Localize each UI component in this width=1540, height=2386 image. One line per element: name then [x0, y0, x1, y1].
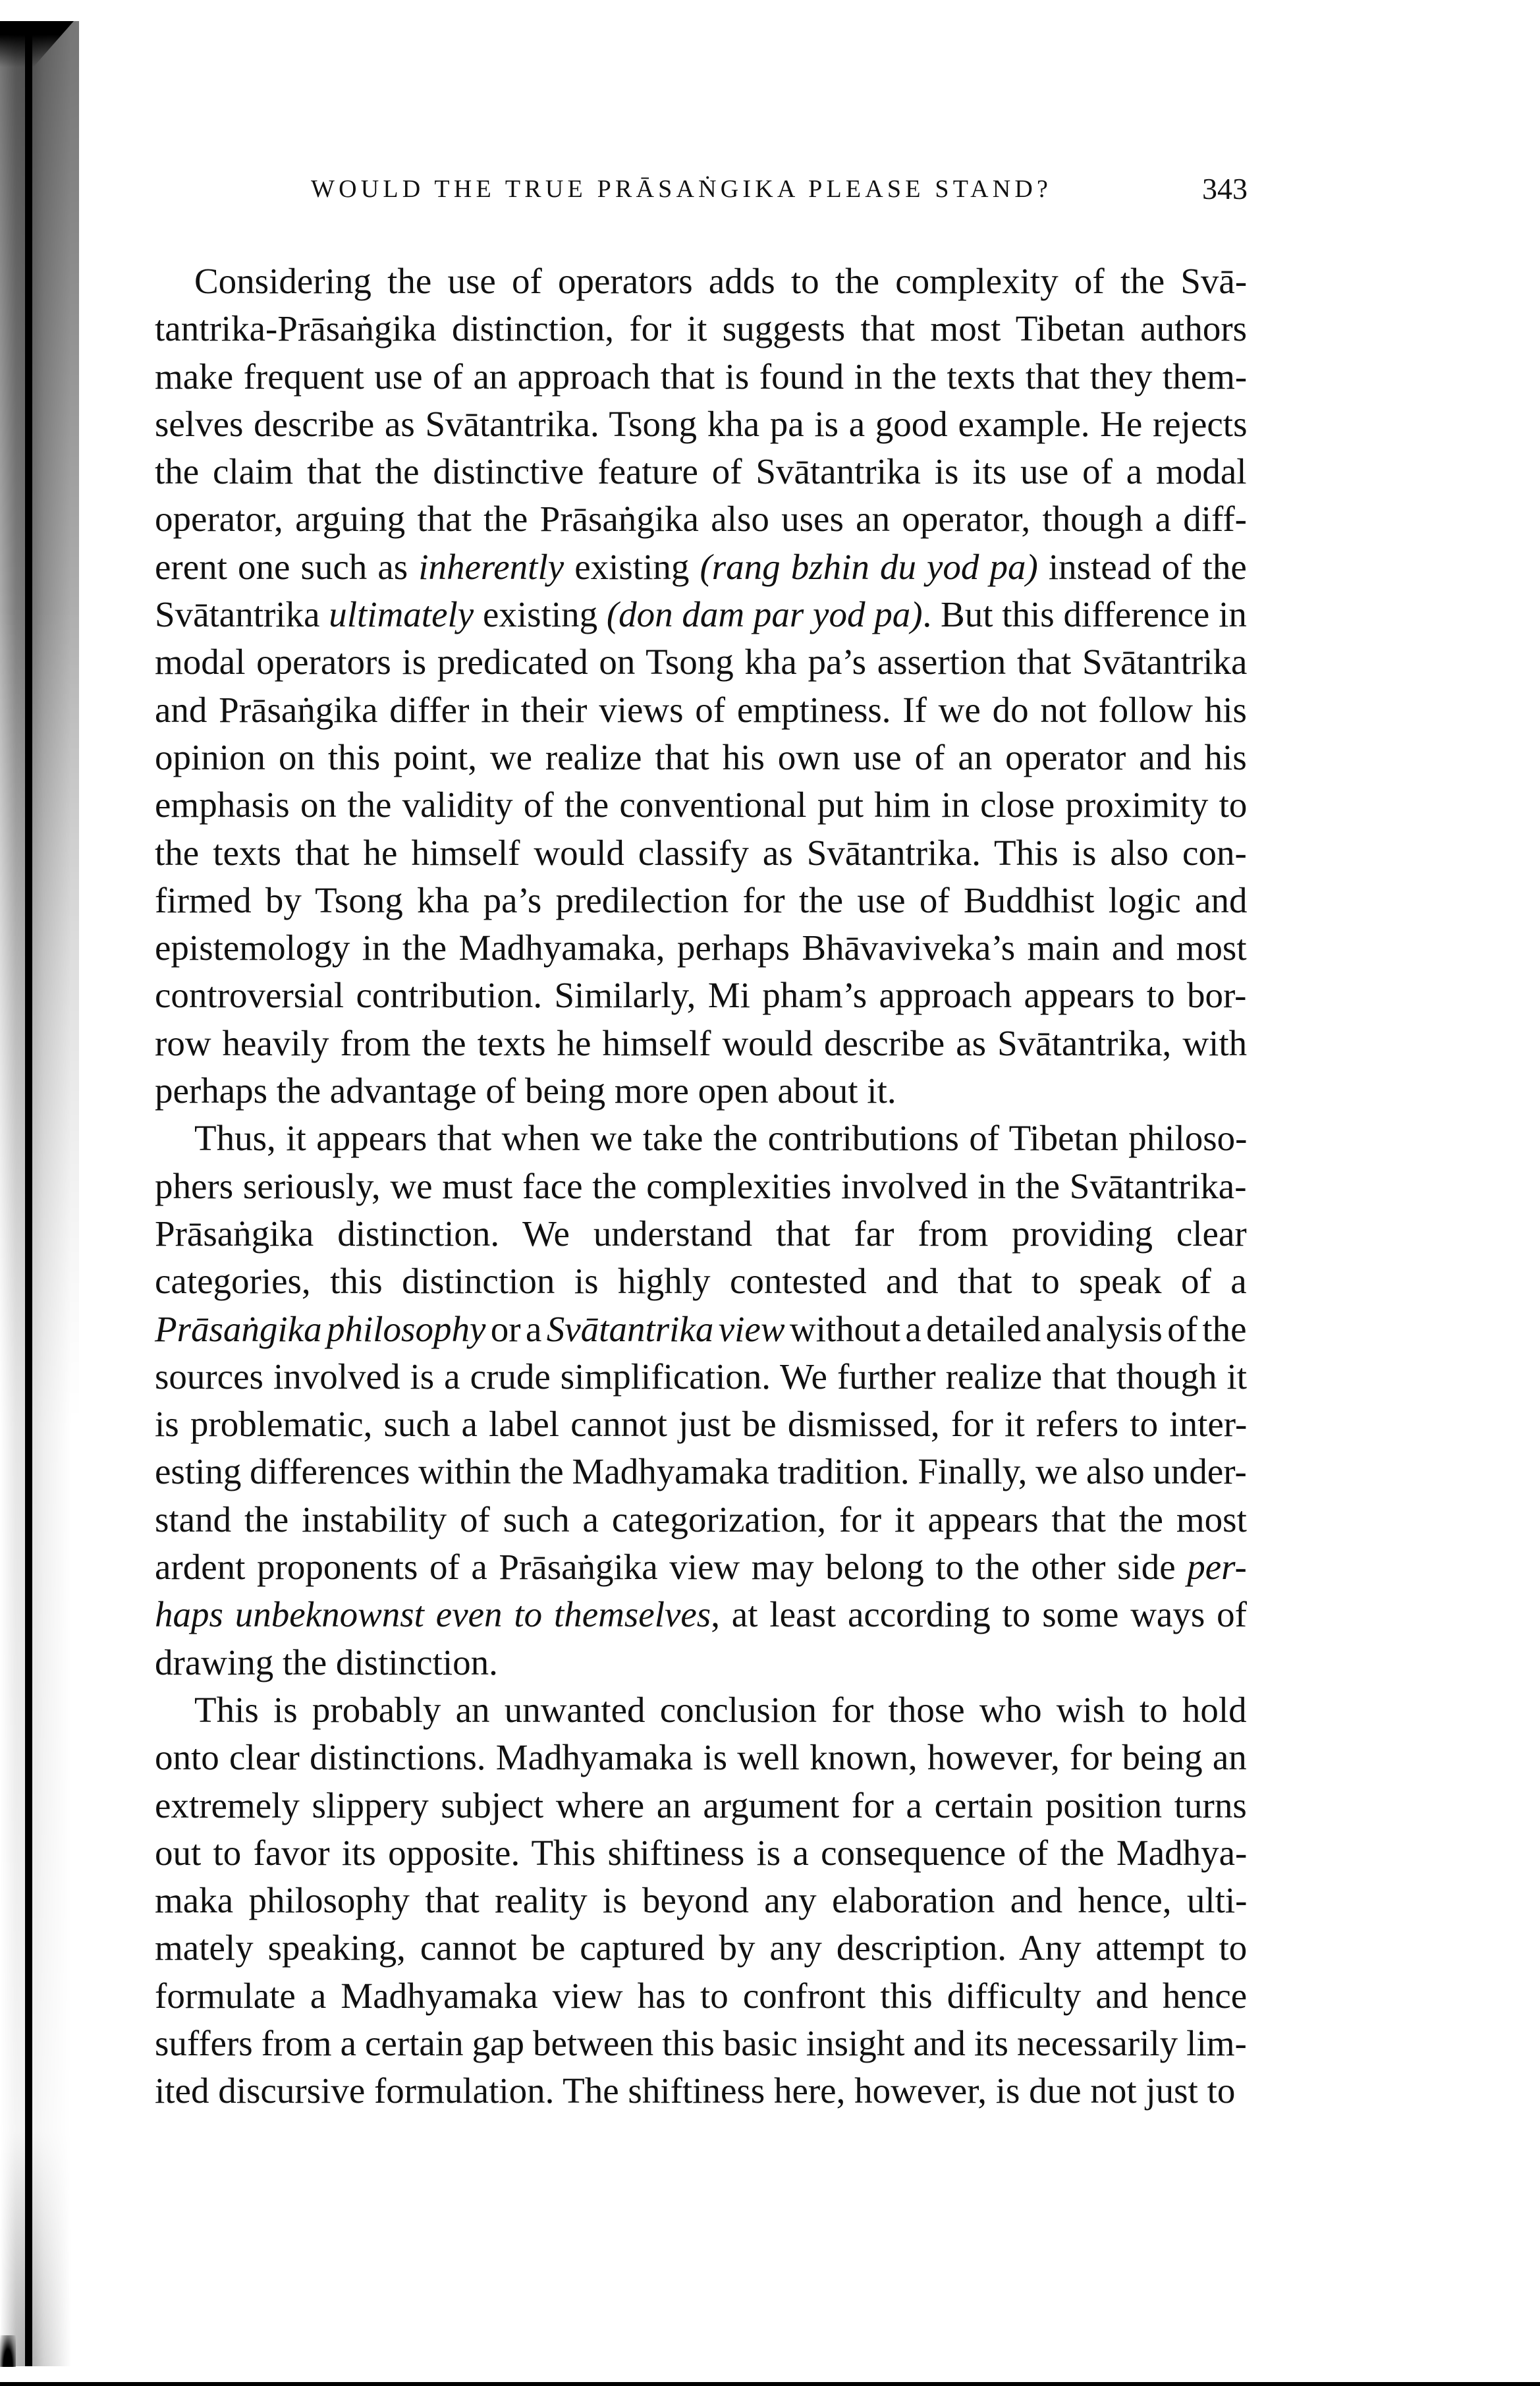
text-line — [155, 1543, 1247, 1591]
text-line — [155, 1353, 1247, 1401]
text-line — [155, 1877, 1247, 1924]
text-segment: firmed by Tsong kha pa’s predilection for the use of Buddhist logic and — [155, 879, 1248, 920]
text-line — [155, 1448, 1247, 1495]
text-segment: This is probably an unwanted conclusion for those who wish to hold — [194, 1689, 1247, 1730]
text-segment: Svātantrika — [155, 594, 329, 635]
text-segment: make frequent use of an approach that is found in the texts that they them- — [155, 356, 1248, 397]
text-line — [155, 1734, 1247, 1781]
text-segment: existing — [564, 546, 700, 587]
scan-bottom-border — [0, 2382, 1540, 2386]
text-line — [155, 591, 1247, 638]
text-line — [155, 1591, 1247, 1638]
text-segment: onto clear distinctions. Madhyamaka is well known, however, for being an — [155, 1737, 1247, 1778]
text-segment: suffers from a certain gap between this basic insight and its necessarily lim- — [155, 2022, 1247, 2063]
italic-text: inherently — [418, 546, 564, 587]
text-line — [155, 734, 1247, 781]
text-segment: opinion on this point, we realize that his own use of an operator and his — [155, 736, 1247, 777]
text-line — [155, 829, 1247, 877]
text-segment: out to favor its opposite. This shiftiness is a consequence of the Madhya- — [155, 1832, 1248, 1873]
text-line — [155, 2020, 1247, 2067]
text-line — [155, 1639, 1247, 1686]
text-segment: erent one such as — [155, 546, 419, 587]
text-line — [155, 1972, 1247, 2020]
text-line — [155, 353, 1247, 401]
text-segment: is problematic, such a label cannot just be dismissed, for it refers to inter- — [155, 1404, 1248, 1445]
text-line — [155, 1782, 1247, 1829]
text-segment: drawing the distinction. — [155, 1642, 498, 1682]
text-segment: operator, arguing that the Prāsaṅgika also uses an operator, though a diff- — [155, 499, 1247, 540]
text-line — [155, 305, 1247, 352]
text-line — [155, 1924, 1247, 1972]
text-line — [155, 1306, 1247, 1353]
text-segment: perhaps the advantage of being more open about it. — [155, 1070, 896, 1111]
text-line — [155, 2067, 1247, 2115]
text-line — [155, 686, 1247, 734]
text-segment: existing — [474, 594, 607, 635]
text-segment: without a detailed analysis of the — [784, 1308, 1247, 1349]
text-line — [155, 1115, 1247, 1162]
text-line — [155, 1401, 1247, 1448]
italic-text: (rang bzhin du yod pa) — [700, 546, 1038, 587]
text-line — [155, 1163, 1247, 1210]
binding-edge-bar — [25, 21, 32, 2366]
text-segment: modal operators is predicated on Tsong kha pa’s assertion that Svātantrika — [155, 642, 1248, 682]
text-segment: sources involved is a crude simplification. We further realize that though it — [155, 1356, 1248, 1397]
text-line — [155, 1020, 1247, 1067]
text-segment: . But this difference in — [922, 594, 1247, 635]
text-segment: ited discursive formulation. The shiftiness here, however, is due not just to — [155, 2070, 1236, 2111]
text-segment: Thus, it appears that when we take the contributions of Tibetan philoso- — [194, 1118, 1248, 1159]
paragraph — [155, 1686, 1247, 2115]
text-line — [155, 448, 1247, 495]
text-segment: extremely slippery subject where an argument for a certain position turns — [155, 1785, 1247, 1825]
text-segment: Considering the use of operators adds to the complexity of the Svā- — [194, 261, 1248, 301]
text-line — [155, 781, 1247, 829]
text-segment: tantrika-Prāsaṅgika distinction, for it suggests that most Tibetan authors — [155, 308, 1248, 349]
text-segment: row heavily from the texts he himself would describe as Svātantrika, with — [155, 1022, 1248, 1063]
text-line — [155, 877, 1247, 924]
running-head-title: WOULD THE TRUE PRĀSAṄGIKA PLEASE STAND? — [311, 175, 1053, 203]
binding-shadow-gradient — [0, 21, 79, 2366]
text-segment: ardent proponents of a Prāsaṅgika view may belong to the other side — [155, 1547, 1188, 1588]
text-line — [155, 924, 1247, 972]
text-segment: mately speaking, cannot be captured by any description. Any attempt to — [155, 1928, 1248, 1968]
text-segment: Prāsaṅgika distinction. We understand that far from providing clear — [155, 1213, 1247, 1254]
text-segment: emphasis on the validity of the conventional put him in close proximity to — [155, 785, 1248, 825]
running-head — [311, 173, 1246, 206]
text-line — [155, 258, 1247, 305]
text-line — [155, 1210, 1247, 1258]
text-line — [155, 1258, 1247, 1305]
text-segment: controversial contribution. Similarly, Mi pham’s approach appears to bor- — [155, 975, 1247, 1016]
text-line — [155, 1686, 1247, 1734]
italic-text: ultimately — [329, 594, 474, 635]
text-segment: the texts that he himself would classify as Svātantrika. This is also con- — [155, 832, 1247, 873]
text-segment: stand the instability of such a categorization, for it appears that the most — [155, 1499, 1247, 1540]
paragraph — [155, 258, 1247, 1115]
italic-text: (don dam par yod pa) — [606, 594, 923, 635]
text-segment: or a — [485, 1308, 547, 1349]
text-line — [155, 1496, 1247, 1543]
text-segment: formulate a Madhyamaka view has to confront this difficulty and hence — [155, 1975, 1248, 2016]
text-segment: esting differences within the Madhyamaka tradition. Finally, we also under- — [155, 1451, 1247, 1492]
text-segment: , at least according to some ways of — [711, 1594, 1247, 1635]
text-segment: epistemology in the Madhyamaka, perhaps Bhāvaviveka’s main and most — [155, 928, 1247, 968]
text-segment: maka philosophy that reality is beyond any elaboration and hence, ulti- — [155, 1880, 1248, 1921]
text-segment: phers seriously, we must face the complexities involved in the Svātantrika- — [155, 1165, 1247, 1206]
text-line — [155, 401, 1247, 448]
italic-text: Svātantrika view — [546, 1308, 785, 1349]
page-number: 343 — [1202, 172, 1248, 206]
text-line — [155, 495, 1247, 543]
text-segment: the claim that the distinctive feature of Svātantrika is its use of a modal — [155, 451, 1247, 492]
text-line — [155, 1829, 1247, 1877]
text-segment: and Prāsaṅgika differ in their views of emptiness. If we do not follow his — [155, 689, 1247, 730]
paragraph — [155, 1115, 1247, 1686]
body-text — [155, 258, 1247, 2115]
text-line — [155, 638, 1247, 686]
binding-shadow-bottom — [0, 2335, 16, 2367]
text-line — [155, 972, 1247, 1019]
italic-text: per- — [1187, 1547, 1247, 1588]
text-segment: instead of the — [1037, 546, 1247, 587]
text-segment: categories, this distinction is highly contested and that to speak of a — [155, 1261, 1247, 1302]
italic-text: haps unbeknownst even to themselves — [155, 1594, 711, 1635]
text-segment: selves describe as Svātantrika. Tsong kha pa is a good example. He rejects — [155, 403, 1248, 444]
italic-text: Prāsaṅgika philosophy — [155, 1308, 486, 1349]
text-line — [155, 1067, 1247, 1115]
text-line — [155, 543, 1247, 591]
